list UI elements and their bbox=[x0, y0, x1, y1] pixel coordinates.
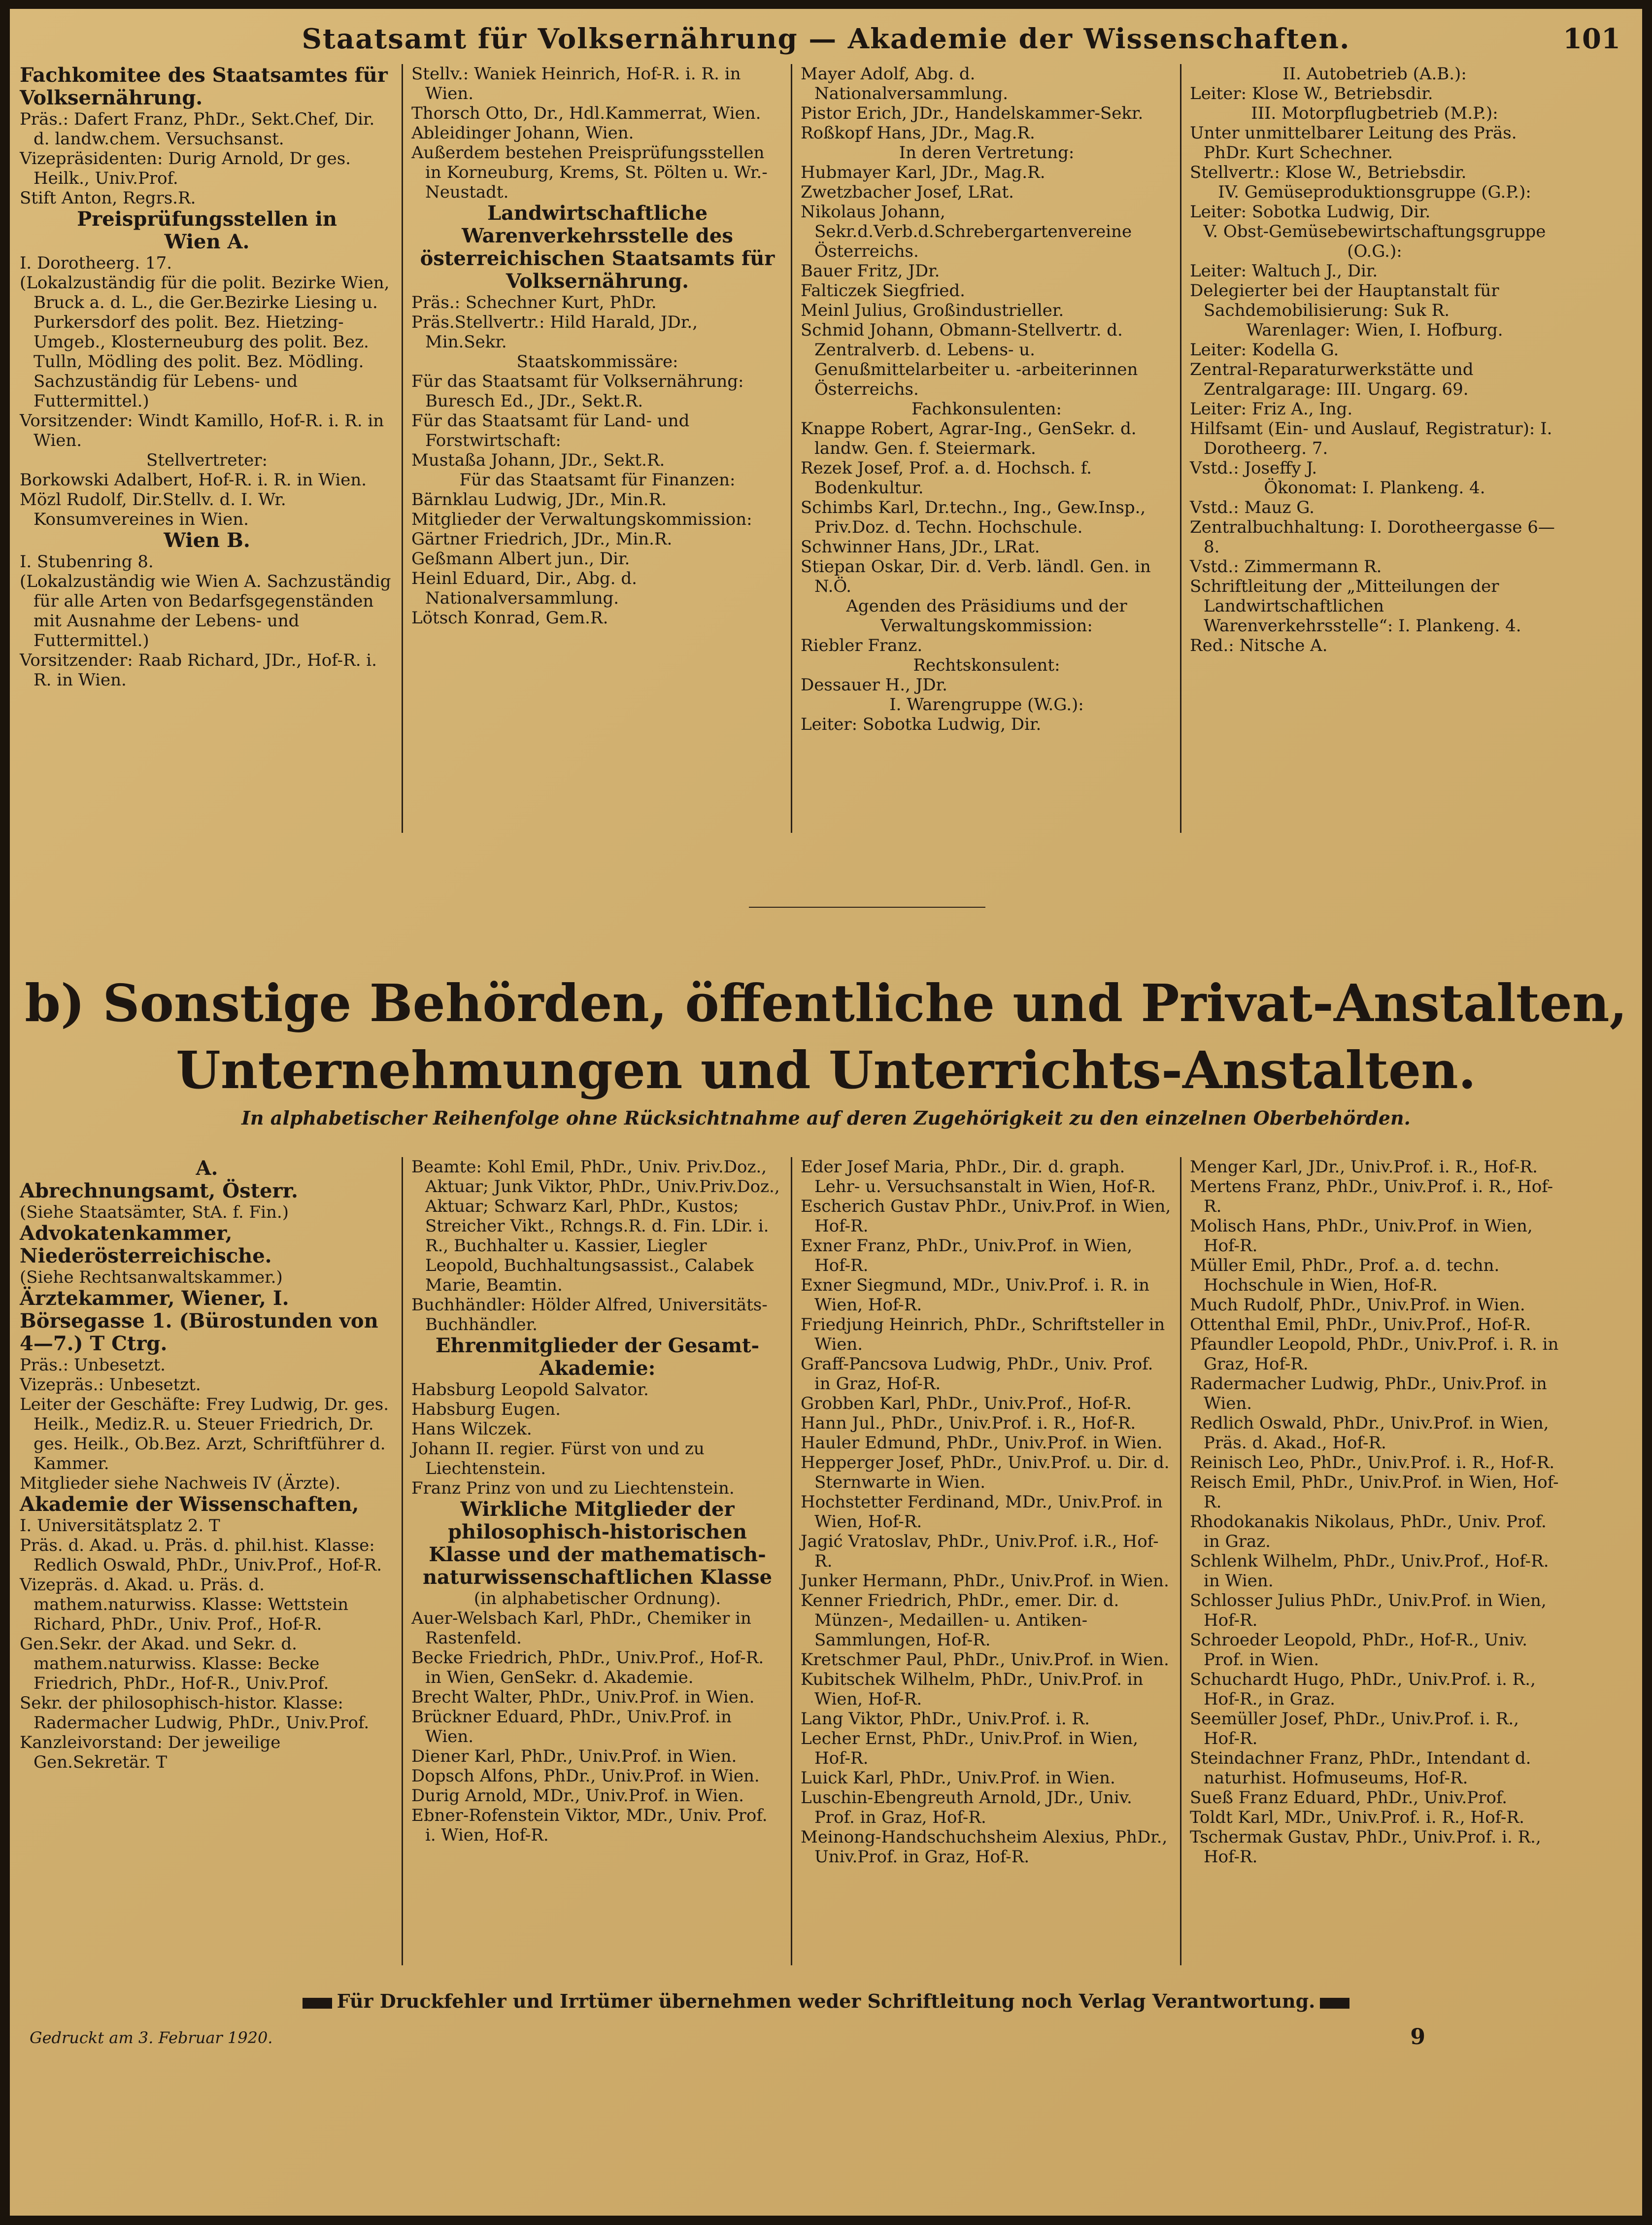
entry-heading: Preisprüfungsstellen in bbox=[77, 207, 337, 231]
entry-text: Vorsitzender: Raab Richard, JDr., Hof-R. i. R. in Wien. bbox=[20, 650, 377, 690]
entry-text: I. Stubenring 8. bbox=[20, 552, 154, 572]
footer-notice: Für Druckfehler und Irrtümer übernehmen weder Schriftleitung noch Verlag Verantwortung. bbox=[10, 1990, 1642, 2012]
entry-text: Vstd.: Joseffy J. bbox=[1190, 458, 1317, 478]
entry-text: Lang Viktor, PhDr., Univ.Prof. i. R. bbox=[801, 1709, 1090, 1729]
entry-text: Präs.: Dafert Franz, PhDr., Sekt.Chef, Dir. d. landw.chem. Versuchsanst. bbox=[20, 109, 375, 149]
entry-text: (Siehe Staatsämter, StA. f. Fin.) bbox=[20, 1202, 289, 1222]
entry-text: Eder Josef Maria, PhDr., Dir. d. graph. Lehr- u. Versuchsanstalt in Wien, Hof-R. bbox=[801, 1157, 1156, 1197]
entry-text: Kenner Friedrich, PhDr., emer. Dir. d. Münzen-, Medaillen- u. Antiken-Sammlungen, Hof-R. bbox=[801, 1591, 1119, 1650]
column-divider bbox=[402, 64, 403, 833]
entry-heading: Advokatenkammer, Niederösterreichische. bbox=[20, 1222, 272, 1267]
entry-text: Müller Emil, PhDr., Prof. a. d. techn. Hochschule in Wien, Hof-R. bbox=[1190, 1256, 1500, 1295]
entry-text: Pistor Erich, JDr., Handelskammer-Sekr. bbox=[801, 103, 1144, 123]
entry-text: Präs.Stellvertr.: Hild Harald, JDr., Min.Sekr. bbox=[411, 312, 698, 352]
entry-text: V. Obst-Gemüsebewirtschaftungsgruppe (O.G.): bbox=[1203, 222, 1546, 261]
page-number: 101 bbox=[1563, 23, 1620, 55]
entry-text: Stellvertreter: bbox=[146, 450, 268, 470]
pointing-hand-icon bbox=[303, 1998, 332, 2009]
entry-text: (Siehe Rechtsanwaltskammer.) bbox=[20, 1267, 283, 1287]
entry-text: Außerdem bestehen Preisprüfungsstellen in Korneuburg, Krems, St. Pölten u. Wr.-Neustadt. bbox=[411, 143, 768, 202]
entry-text: Hann Jul., PhDr., Univ.Prof. i. R., Hof-R. bbox=[801, 1413, 1136, 1433]
bottom-column-2 bbox=[411, 1157, 783, 1845]
entry-text: Radermacher Ludwig, PhDr., Univ.Prof. in Wien. bbox=[1190, 1374, 1547, 1413]
entry-text: Zentralbuchhaltung: I. Dorotheergasse 6—8. bbox=[1190, 517, 1555, 557]
running-header: Staatsamt für Volksernährung — Akademie der Wissenschaften. bbox=[302, 23, 1350, 55]
entry-text: Dessauer H., JDr. bbox=[801, 675, 947, 695]
entry-text: Vizepräs. d. Akad. u. Präs. d. mathem.naturwiss. Klasse: Wettstein Richard, PhDr., Univ. Prof., Hof-R. bbox=[20, 1575, 349, 1634]
entry-text: Hochstetter Ferdinand, MDr., Univ.Prof. in Wien, Hof-R. bbox=[801, 1492, 1163, 1532]
entry-text: Hepperger Josef, PhDr., Univ.Prof. u. Dir. d. Sternwarte in Wien. bbox=[801, 1453, 1170, 1492]
entry-text: Friedjung Heinrich, PhDr., Schriftsteller in Wien. bbox=[801, 1315, 1165, 1354]
entry-text: Hans Wilczek. bbox=[411, 1419, 532, 1439]
entry-text: Gärtner Friedrich, JDr., Min.R. bbox=[411, 529, 673, 549]
entry-text: Ebner-Rofenstein Viktor, MDr., Univ. Prof. i. Wien, Hof-R. bbox=[411, 1806, 768, 1845]
entry-text: Für das Staatsamt für Finanzen: bbox=[459, 470, 736, 490]
entry-text: Reisch Emil, PhDr., Univ.Prof. in Wien, Hof-R. bbox=[1190, 1472, 1559, 1512]
entry-text: Lecher Ernst, PhDr., Univ.Prof. in Wien, Hof-R. bbox=[801, 1729, 1139, 1768]
entry-text: Geßmann Albert jun., Dir. bbox=[411, 549, 630, 569]
entry-text: (Lokalzuständig wie Wien A. Sachzuständig für alle Arten von Bedarfsgegenständen mit Ausnahme der Lebens- und Futtermittel.) bbox=[20, 572, 391, 650]
entry-text: Dopsch Alfons, PhDr., Univ.Prof. in Wien. bbox=[411, 1766, 760, 1786]
entry-text: Vorsitzender: Windt Kamillo, Hof-R. i. R. in Wien. bbox=[20, 411, 384, 450]
entry-text: Molisch Hans, PhDr., Univ.Prof. in Wien, Hof-R. bbox=[1190, 1216, 1533, 1256]
entry-text: Schlenk Wilhelm, PhDr., Univ.Prof., Hof-R. in Wien. bbox=[1190, 1551, 1549, 1591]
entry-text: Bauer Fritz, JDr. bbox=[801, 261, 940, 281]
top-column-1 bbox=[20, 64, 394, 690]
entry-text: Ökonomat: I. Plankeng. 4. bbox=[1264, 478, 1485, 498]
entry-text: Toldt Karl, MDr., Univ.Prof. i. R., Hof-R. bbox=[1190, 1808, 1524, 1827]
entry-text: Ottenthal Emil, PhDr., Univ.Prof., Hof-R. bbox=[1190, 1315, 1531, 1335]
entry-heading: Abrechnungsamt, Österr. bbox=[20, 1179, 298, 1202]
entry-text: Pfaundler Leopold, PhDr., Univ.Prof. i. R. in Graz, Hof-R. bbox=[1190, 1335, 1559, 1374]
entry-text: Leiter der Geschäfte: Frey Ludwig, Dr. ges. Heilk., Mediz.R. u. Steuer Friedrich, Dr. ges. Heilk., Ob.Bez. Arzt, Schriftführer d. Kammer. bbox=[20, 1395, 389, 1473]
entry-text: Leiter: Sobotka Ludwig, Dir. bbox=[1190, 202, 1431, 222]
entry-text: Brecht Walter, PhDr., Univ.Prof. in Wien. bbox=[411, 1687, 755, 1707]
column-divider bbox=[791, 64, 792, 833]
entry-heading: Ehrenmitglieder der Gesamt-Akademie: bbox=[435, 1334, 760, 1380]
entry-text: Franz Prinz von und zu Liechtenstein. bbox=[411, 1478, 735, 1498]
entry-text: Redlich Oswald, PhDr., Univ.Prof. in Wien, Präs. d. Akad., Hof-R. bbox=[1190, 1413, 1549, 1453]
entry-text: Vstd.: Mauz G. bbox=[1190, 498, 1315, 517]
entry-text: Für das Staatsamt für Land- und Forstwirtschaft: bbox=[411, 411, 690, 450]
entry-text: Hauler Edmund, PhDr., Univ.Prof. in Wien. bbox=[801, 1433, 1163, 1453]
entry-text: Grobben Karl, PhDr., Univ.Prof., Hof-R. bbox=[801, 1394, 1132, 1413]
entry-text: Präs. d. Akad. u. Präs. d. phil.hist. Klasse: Redlich Oswald, PhDr., Univ.Prof., Hof-R. bbox=[20, 1536, 382, 1575]
entry-text: Kretschmer Paul, PhDr., Univ.Prof. in Wien. bbox=[801, 1650, 1169, 1670]
entry-heading: Wirkliche Mitglieder der philosophisch-historischen Klasse und der mathematisch-naturwissenschaftlichen Klasse bbox=[422, 1498, 773, 1589]
entry-text: Mayer Adolf, Abg. d. Nationalversammlung. bbox=[801, 64, 1009, 103]
entry-text: Mustaßa Johann, JDr., Sekt.R. bbox=[411, 450, 665, 470]
entry-text: Luschin-Ebengreuth Arnold, JDr., Univ. Prof. in Graz, Hof-R. bbox=[801, 1788, 1132, 1827]
entry-text: Steindachner Franz, PhDr., Intendant d. naturhist. Hofmuseums, Hof-R. bbox=[1190, 1748, 1531, 1788]
entry-text: Jagić Vratoslav, PhDr., Univ.Prof. i.R., Hof-R. bbox=[801, 1532, 1159, 1571]
entry-text: Schwinner Hans, JDr., LRat. bbox=[801, 537, 1040, 557]
entry-heading: Landwirtschaftliche Warenverkehrsstelle des österreichischen Staatsamts für Volksernährung. bbox=[420, 202, 775, 293]
pointing-hand-icon bbox=[1320, 1998, 1349, 2009]
entry-text: Falticzek Siegfried. bbox=[801, 281, 965, 301]
entry-text: Beamte: Kohl Emil, PhDr., Univ. Priv.Doz., Aktuar; Junk Viktor, PhDr., Univ.Priv.Doz., Aktuar; Schwarz Karl, PhDr., Kustos; Streicher Vikt., Rchngs.R. d. Fin. LDir. i. R., Buchhalter u. Kassier, Liegler Leopold, Buchhaltungsassist., Calabek Marie, Beamtin. bbox=[411, 1157, 780, 1295]
entry-heading: Ärztekammer, Wiener, I. Börsegasse 1. (Bürostunden von 4—7.) T Ctrg. bbox=[20, 1287, 378, 1355]
entry-text: Menger Karl, JDr., Univ.Prof. i. R., Hof-R. bbox=[1190, 1157, 1538, 1177]
entry-text: I. Universitätsplatz 2. T bbox=[20, 1516, 220, 1536]
entry-text: Johann II. regier. Fürst von und zu Liechtenstein. bbox=[411, 1439, 705, 1478]
bottom-column-4 bbox=[1190, 1157, 1559, 1867]
entry-text: Bärnklau Ludwig, JDr., Min.R. bbox=[411, 490, 667, 510]
entry-text: Escherich Gustav PhDr., Univ.Prof. in Wien, Hof-R. bbox=[801, 1197, 1171, 1236]
entry-text: (Lokalzuständig für die polit. Bezirke Wien, Bruck a. d. L., die Ger.Bezirke Liesing u. Purkersdorf des polit. Bez. Hietzing-Umgeb., Klosterneuburg des polit. Bez. Tulln, Mödling des polit. Bez. Mödling. Sachzuständig für Lebens- und Futtermittel.) bbox=[20, 273, 390, 411]
entry-text: In deren Vertretung: bbox=[899, 143, 1075, 163]
entry-text: Mözl Rudolf, Dir.Stellv. d. I. Wr. Konsumvereines in Wien. bbox=[20, 490, 286, 529]
entry-text: Auer-Welsbach Karl, PhDr., Chemiker in Rastenfeld. bbox=[411, 1609, 751, 1648]
entry-text: Leiter: Klose W., Betriebsdir. bbox=[1190, 84, 1433, 103]
entry-text: Ableidinger Johann, Wien. bbox=[411, 123, 634, 143]
entry-text: Habsburg Eugen. bbox=[411, 1400, 561, 1419]
entry-text: Schmid Johann, Obmann-Stellvertr. d. Zentralverb. d. Lebens- u. Genußmittelarbeiter u. -arbeiterinnen Österreichs. bbox=[801, 320, 1138, 399]
entry-text: Heinl Eduard, Dir., Abg. d. Nationalversammlung. bbox=[411, 569, 637, 608]
entry-text: Sueß Franz Eduard, PhDr., Univ.Prof. bbox=[1190, 1788, 1508, 1808]
entry-text: Roßkopf Hans, JDr., Mag.R. bbox=[801, 123, 1035, 143]
entry-text: Kubitschek Wilhelm, PhDr., Univ.Prof. in Wien, Hof-R. bbox=[801, 1670, 1144, 1709]
entry-text: Exner Siegmund, MDr., Univ.Prof. i. R. in Wien, Hof-R. bbox=[801, 1275, 1150, 1315]
column-divider bbox=[791, 1157, 792, 1965]
entry-heading: Wien A. bbox=[164, 230, 250, 253]
entry-text: Schlosser Julius PhDr., Univ.Prof. in Wien, Hof-R. bbox=[1190, 1591, 1547, 1630]
entry-text: Leiter: Friz A., Ing. bbox=[1190, 399, 1353, 419]
entry-text: Riebler Franz. bbox=[801, 636, 923, 655]
entry-text: Agenden des Präsidiums und der Verwaltungskommission: bbox=[846, 596, 1127, 636]
entry-text: Warenlager: Wien, I. Hofburg. bbox=[1246, 320, 1503, 340]
entry-text: Mitglieder siehe Nachweis IV (Ärzte). bbox=[20, 1473, 341, 1493]
entry-text: Für das Staatsamt für Volksernährung: Buresch Ed., JDr., Sekt.R. bbox=[411, 372, 744, 411]
entry-text: Vstd.: Zimmermann R. bbox=[1190, 557, 1382, 577]
entry-text: Nikolaus Johann, Sekr.d.Verb.d.Schrebergartenvereine Österreichs. bbox=[801, 202, 1132, 261]
entry-text: I. Dorotheerg. 17. bbox=[20, 253, 172, 273]
entry-text: Meinong-Handschuchsheim Alexius, PhDr., Univ.Prof. in Graz, Hof-R. bbox=[801, 1827, 1168, 1867]
entry-text: Borkowski Adalbert, Hof-R. i. R. in Wien. bbox=[20, 470, 367, 490]
entry-text: Leiter: Waltuch J., Dir. bbox=[1190, 261, 1378, 281]
bottom-column-3 bbox=[801, 1157, 1173, 1867]
entry-text: Knappe Robert, Agrar-Ing., GenSekr. d. landw. Gen. f. Steiermark. bbox=[801, 419, 1137, 458]
entry-text: Schuchardt Hugo, PhDr., Univ.Prof. i. R., Hof-R., in Graz. bbox=[1190, 1670, 1536, 1709]
top-column-4 bbox=[1190, 64, 1559, 655]
entry-heading: A. bbox=[196, 1157, 218, 1180]
entry-text: Junker Hermann, PhDr., Univ.Prof. in Wien. bbox=[801, 1571, 1169, 1591]
entry-text: Zentral-Reparaturwerkstätte und Zentralgarage: III. Ungarg. 69. bbox=[1190, 360, 1474, 399]
directory-page bbox=[10, 9, 1642, 2216]
sheet-number: 9 bbox=[1410, 2024, 1425, 2050]
entry-text: II. Autobetrieb (A.B.): bbox=[1282, 64, 1467, 84]
entry-text: Red.: Nitsche A. bbox=[1190, 636, 1328, 655]
entry-text: Schimbs Karl, Dr.techn., Ing., Gew.Insp., Priv.Doz. d. Techn. Hochschule. bbox=[801, 498, 1146, 537]
entry-text: Stellv.: Waniek Heinrich, Hof-R. i. R. in Wien. bbox=[411, 64, 741, 103]
entry-text: Luick Karl, PhDr., Univ.Prof. in Wien. bbox=[801, 1768, 1115, 1788]
entry-text: Leiter: Sobotka Ludwig, Dir. bbox=[801, 715, 1042, 734]
entry-text: Tschermak Gustav, PhDr., Univ.Prof. i. R., Hof-R. bbox=[1190, 1827, 1541, 1867]
entry-text: Stellvertr.: Klose W., Betriebsdir. bbox=[1190, 163, 1467, 182]
entry-text: Rezek Josef, Prof. a. d. Hochsch. f. Bodenkultur. bbox=[801, 458, 1092, 498]
entry-text: III. Motorpflugbetrieb (M.P.): bbox=[1251, 103, 1498, 123]
entry-text: IV. Gemüseproduktionsgruppe (G.P.): bbox=[1218, 182, 1531, 202]
entry-text: Präs.: Unbesetzt. bbox=[20, 1355, 166, 1375]
entry-heading: Wien B. bbox=[164, 529, 250, 552]
entry-heading: Akademie der Wissenschaften, bbox=[20, 1493, 359, 1516]
entry-text: Mertens Franz, PhDr., Univ.Prof. i. R., Hof-R. bbox=[1190, 1177, 1553, 1216]
entry-text: Kanzleivorstand: Der jeweilige Gen.Sekretär. T bbox=[20, 1733, 281, 1772]
section-divider bbox=[749, 907, 985, 908]
entry-text: Graff-Pancsova Ludwig, PhDr., Univ. Prof. in Graz, Hof-R. bbox=[801, 1354, 1153, 1394]
entry-text: Staatskommissäre: bbox=[516, 352, 678, 372]
entry-text: Vizepräs.: Unbesetzt. bbox=[20, 1375, 201, 1395]
entry-text: Rechtskonsulent: bbox=[913, 655, 1060, 675]
entry-text: Gen.Sekr. der Akad. und Sekr. d. mathem.naturwiss. Klasse: Becke Friedrich, PhDr., Hof-R., Univ.Prof. bbox=[20, 1634, 329, 1693]
entry-text: Hilfsamt (Ein- und Auslauf, Registratur): I. Dorotheerg. 7. bbox=[1190, 419, 1552, 458]
column-divider bbox=[402, 1157, 403, 1965]
section-subtitle: In alphabetischer Reihenfolge ohne Rücksichtnahme auf deren Zugehörigkeit zu den einzelnen Oberbehörden. bbox=[241, 1107, 1411, 1129]
entry-text: I. Warengruppe (W.G.): bbox=[889, 695, 1084, 715]
top-column-2 bbox=[411, 64, 783, 628]
entry-text: Habsburg Leopold Salvator. bbox=[411, 1380, 649, 1400]
entry-text: Fachkonsulenten: bbox=[911, 399, 1062, 419]
top-column-3 bbox=[801, 64, 1173, 734]
entry-text: Brückner Eduard, PhDr., Univ.Prof. in Wien. bbox=[411, 1707, 732, 1746]
entry-text: Hubmayer Karl, JDr., Mag.R. bbox=[801, 163, 1045, 182]
entry-text: Exner Franz, PhDr., Univ.Prof. in Wien, Hof-R. bbox=[801, 1236, 1133, 1275]
entry-text: Becke Friedrich, PhDr., Univ.Prof., Hof-R. in Wien, GenSekr. d. Akademie. bbox=[411, 1648, 764, 1687]
entry-text: Thorsch Otto, Dr., Hdl.Kammerrat, Wien. bbox=[411, 103, 761, 123]
column-divider bbox=[1180, 64, 1181, 833]
entry-text: Schriftleitung der „Mitteilungen der Landwirtschaftlichen Warenverkehrsstelle“: I. Plankeng. 4. bbox=[1190, 577, 1521, 636]
entry-text: Vizepräsidenten: Durig Arnold, Dr ges. Heilk., Univ.Prof. bbox=[20, 149, 351, 188]
entry-text: Präs.: Schechner Kurt, PhDr. bbox=[411, 293, 657, 312]
entry-text: Lötsch Konrad, Gem.R. bbox=[411, 608, 608, 628]
entry-text: Buchhändler: Hölder Alfred, Universitäts-Buchhändler. bbox=[411, 1295, 768, 1335]
entry-text: Stift Anton, Regrs.R. bbox=[20, 188, 196, 208]
section-title: b) Sonstige Behörden, öffentliche und Privat-Anstalten, Unternehmungen und Unterrichts-Anstalten. bbox=[25, 973, 1627, 1100]
entry-text: Leiter: Kodella G. bbox=[1190, 340, 1339, 360]
entry-text: Zwetzbacher Josef, LRat. bbox=[801, 182, 1014, 202]
entry-text: Delegierter bei der Hauptanstalt für Sachdemobilisierung: Suk R. bbox=[1190, 281, 1499, 320]
entry-text: (in alphabetischer Ordnung). bbox=[473, 1589, 721, 1609]
entry-text: Rhodokanakis Nikolaus, PhDr., Univ. Prof. in Graz. bbox=[1190, 1512, 1547, 1551]
entry-text: Much Rudolf, PhDr., Univ.Prof. in Wien. bbox=[1190, 1295, 1525, 1315]
entry-text: Sekr. der philosophisch-histor. Klasse: Radermacher Ludwig, PhDr., Univ.Prof. bbox=[20, 1693, 370, 1733]
entry-text: Stiepan Oskar, Dir. d. Verb. ländl. Gen. in N.Ö. bbox=[801, 557, 1151, 596]
entry-text: Reinisch Leo, PhDr., Univ.Prof. i. R., Hof-R. bbox=[1190, 1453, 1555, 1472]
entry-text: Mitglieder der Verwaltungskommission: bbox=[411, 510, 752, 529]
print-date: Gedruckt am 3. Februar 1920. bbox=[30, 2028, 273, 2047]
entry-text: Meinl Julius, Großindustrieller. bbox=[801, 301, 1064, 320]
bottom-column-1 bbox=[20, 1157, 394, 1772]
entry-text: Diener Karl, PhDr., Univ.Prof. in Wien. bbox=[411, 1746, 737, 1766]
entry-text: Seemüller Josef, PhDr., Univ.Prof. i. R., Hof-R. bbox=[1190, 1709, 1519, 1748]
entry-text: Schroeder Leopold, PhDr., Hof-R., Univ. Prof. in Wien. bbox=[1190, 1630, 1528, 1670]
entry-heading: Fachkomitee des Staatsamtes für Volksernährung. bbox=[20, 64, 388, 109]
entry-text: Durig Arnold, MDr., Univ.Prof. in Wien. bbox=[411, 1786, 744, 1806]
column-divider bbox=[1180, 1157, 1181, 1965]
entry-text: Unter unmittelbarer Leitung des Präs. PhDr. Kurt Schechner. bbox=[1190, 123, 1517, 163]
